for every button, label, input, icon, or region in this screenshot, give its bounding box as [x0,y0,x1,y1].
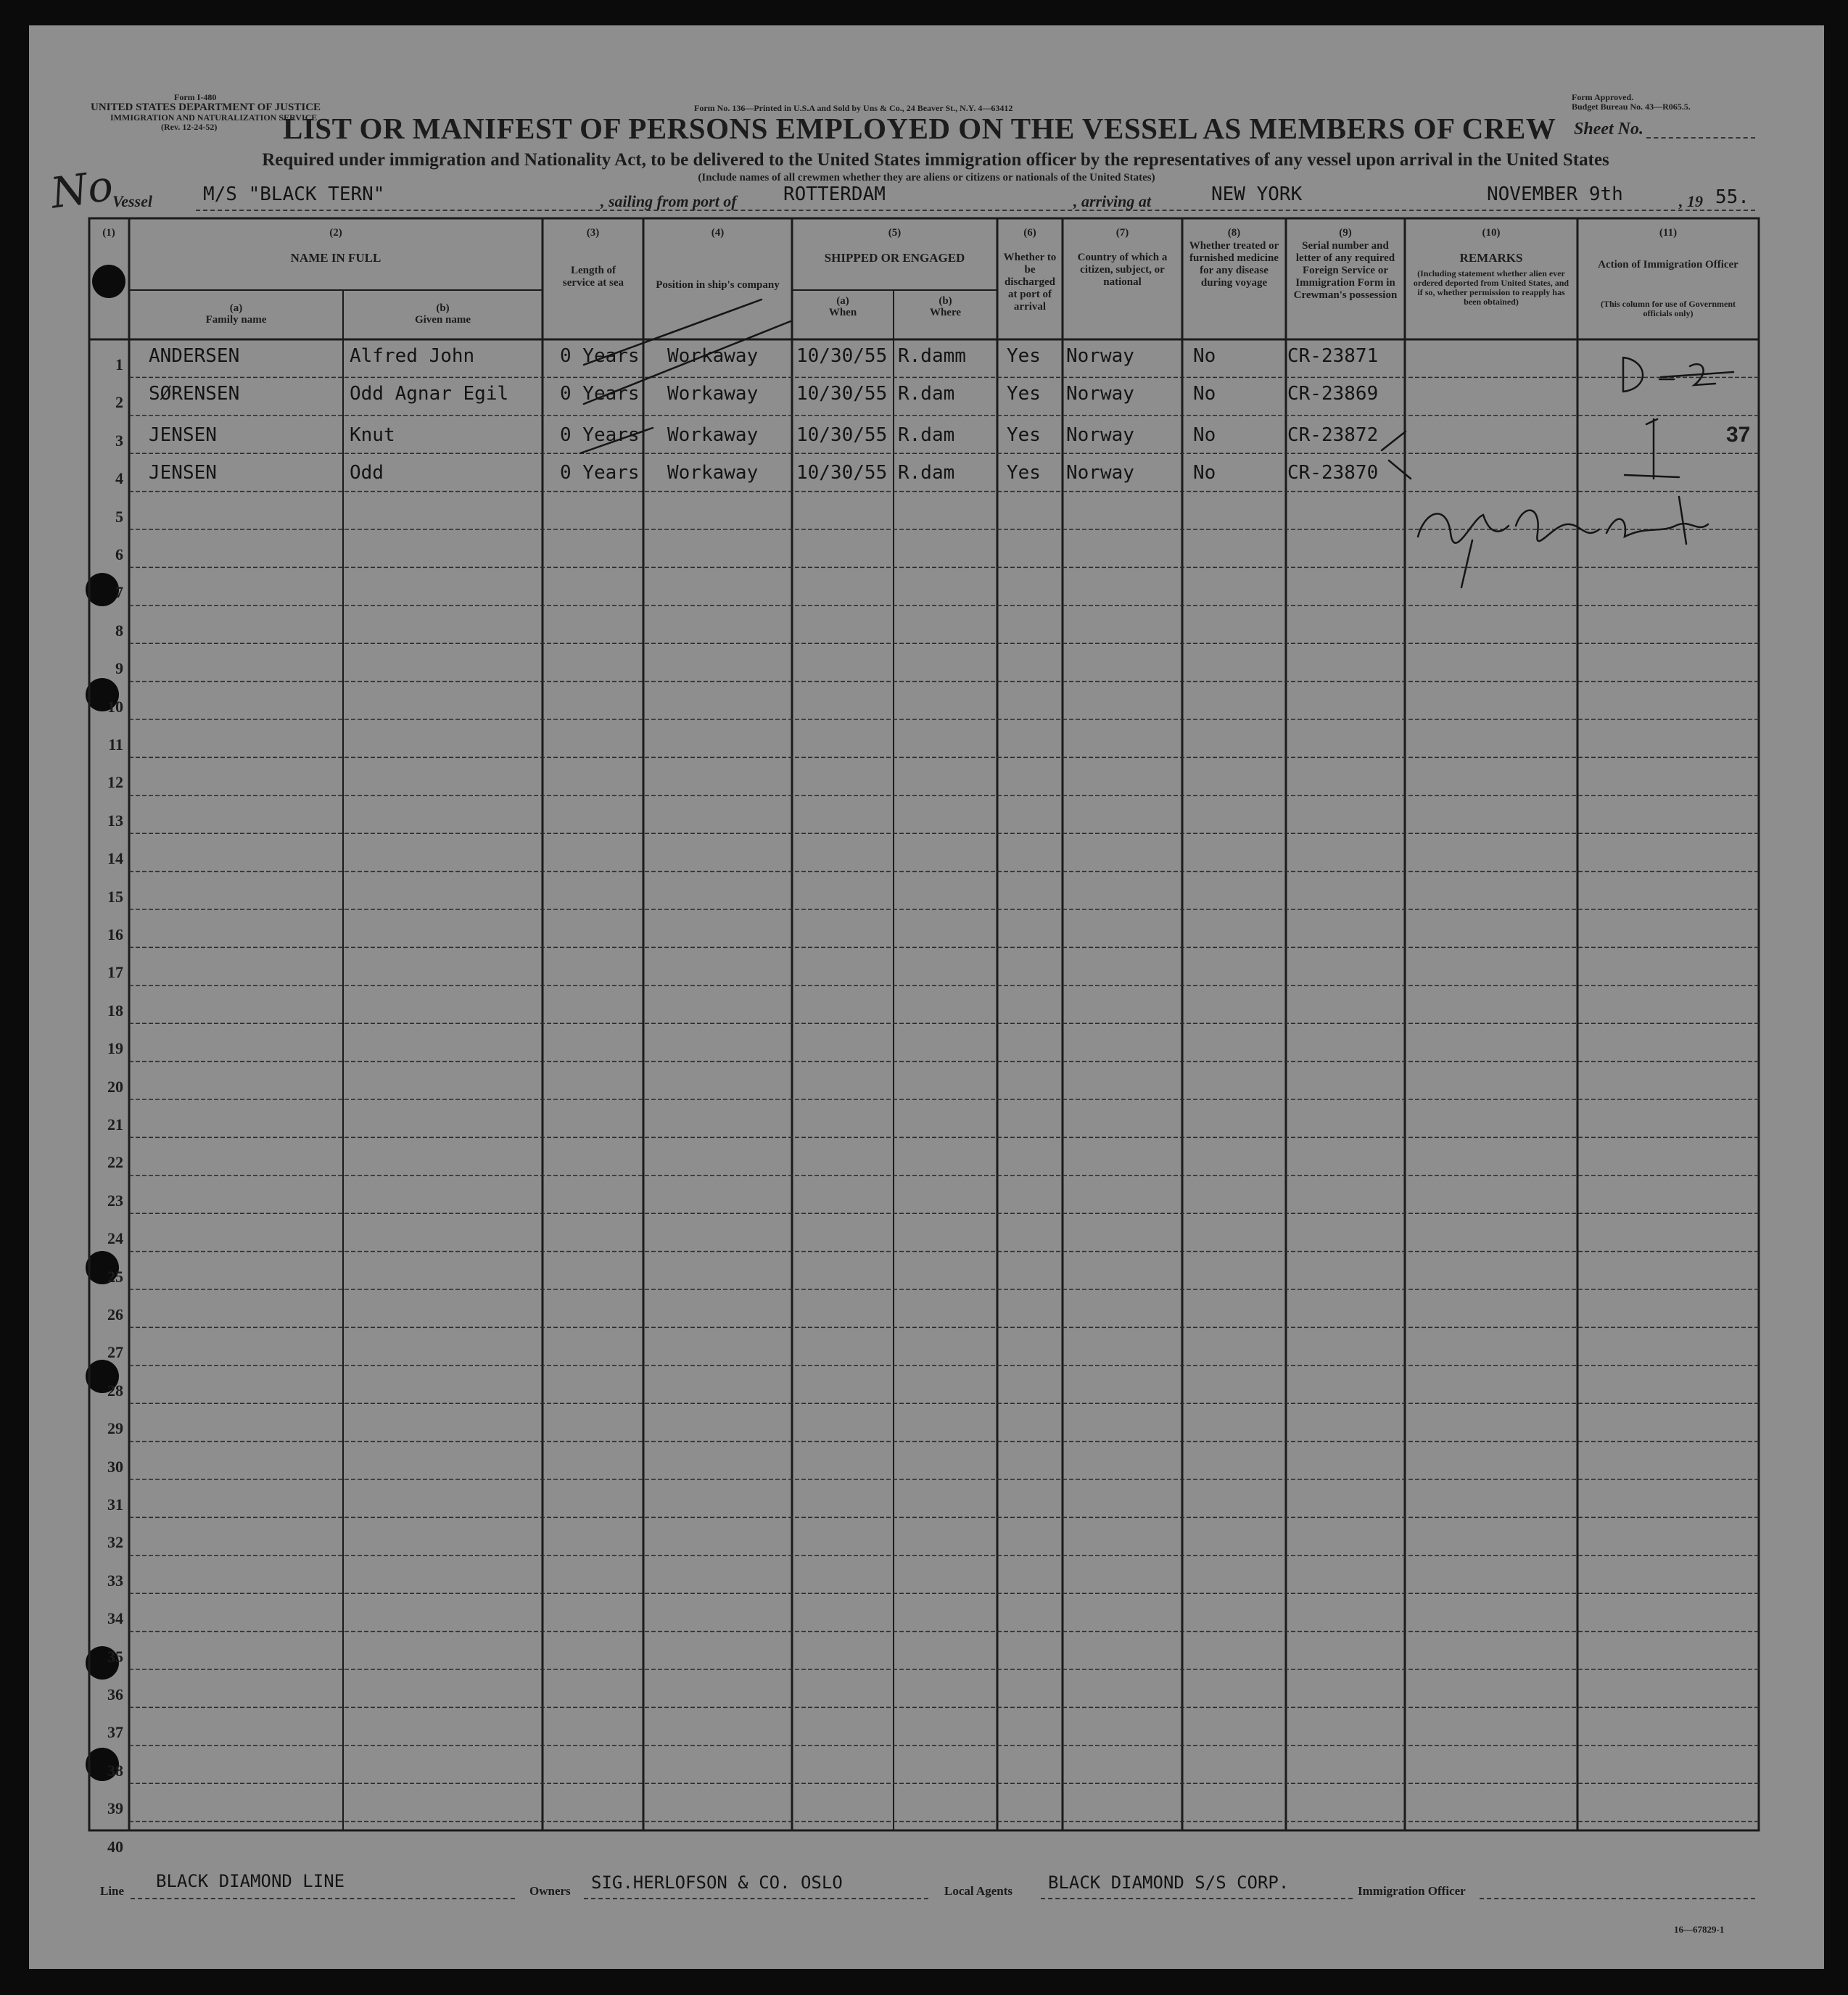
row-number: 5 [115,507,123,526]
revision: (Rev. 12-24-52) [161,122,218,132]
row-number: 33 [107,1571,123,1590]
col4-number: (4) [711,227,725,239]
vessel-label: Vessel [112,192,152,210]
sheet-label: Sheet No. [1574,120,1643,139]
crew-note: (Include names of all crewmen whether they are aliens or citizens or nationals of the United States) [698,172,1155,183]
crew-where-cell: R.damm [898,345,966,367]
crew-medicine-cell: No [1193,345,1216,367]
department: UNITED STATES DEPARTMENT OF JUSTICE [91,102,321,113]
col1-number: (1) [102,227,115,239]
col7-number: (7) [1115,227,1129,239]
crew-family-cell: SØRENSEN [149,383,240,405]
crew-country-cell: Norway [1066,424,1134,446]
crew-position-cell: Workaway [667,424,759,446]
row-number: 37 [107,1723,123,1742]
crew-given-cell: Alfred John [350,345,475,367]
col3-header: Length of service at sea [562,265,624,289]
crew-when-cell: 10/30/55 [796,424,888,446]
arrival-port: NEW YORK [1211,183,1303,205]
row-number: 2 [115,393,123,412]
crew-serial-cell: CR-23870 [1287,462,1379,484]
col9-number: (9) [1339,227,1352,239]
row-number: 26 [107,1305,123,1323]
officer-label: Immigration Officer [1358,1884,1466,1898]
row-number: 13 [107,811,123,830]
col5-number: (5) [888,227,902,239]
owners-label: Owners [529,1884,571,1898]
printer-note: Form No. 136—Printed in U.S.A and Sold by Uns & Co., 24 Beaver St., N.Y. 4—63412 [694,103,1013,113]
row-number: 34 [107,1609,123,1628]
margin-mark: No [47,160,116,218]
col5a-header: When [828,307,857,318]
row-number: 40 [107,1837,123,1856]
col11-note: (This column for use of Government officials only) [1600,299,1736,318]
col10-number: (10) [1482,227,1501,239]
row-number: 10 [107,697,123,716]
line-name: BLACK DIAMOND LINE [156,1871,345,1891]
col5b-header: Where [929,307,962,318]
col8-header: Whether treated or furnished medicine for any disease during voyage [1189,240,1279,289]
col4-header: Position in ship's company [656,279,780,291]
row-number: 38 [107,1761,123,1780]
row-number: 39 [107,1799,123,1818]
crew-when-cell: 10/30/55 [796,462,888,484]
margin-number: 37 [1726,423,1751,447]
row-number: 30 [107,1457,123,1476]
crew-when-cell: 10/30/55 [796,383,888,405]
col6-number: (6) [1023,227,1036,239]
crew-where-cell: R.dam [898,383,955,405]
sailing-label: , sailing from port of [601,192,737,210]
col5-header: SHIPPED OR ENGAGED [824,251,965,265]
arriving-label: , arriving at [1073,192,1151,210]
year-prefix: , 19 [1679,192,1703,210]
crew-where-cell: R.dam [898,462,955,484]
crew-given-cell: Odd [350,462,384,484]
crew-given-cell: Knut [350,424,395,446]
row-number: 12 [107,773,123,792]
form-number: Form I-480 [174,92,217,102]
col2b-number: (b) [436,302,450,314]
crew-family-cell: ANDERSEN [149,345,240,367]
arrival-date: NOVEMBER 9th [1487,183,1623,205]
line-label: Line [100,1884,125,1898]
row-number: 19 [107,1039,123,1058]
crew-serial-cell: CR-23871 [1287,345,1379,367]
line-underline [131,1896,515,1899]
col7-header: Country of which a citizen, subject, or national [1077,252,1168,288]
crew-when-cell: 10/30/55 [796,345,888,367]
col2-header: NAME IN FULL [290,251,381,265]
crew-medicine-cell: No [1193,383,1216,405]
subtitle: Required under immigration and Nationality Act, to be delivered to the United States immigration officer by the representatives of any vessel upon arrival in the United States [262,150,1609,170]
page-title: LIST OR MANIFEST OF PERSONS EMPLOYED ON THE VESSEL AS MEMBERS OF CREW [283,112,1556,145]
col6-header: Whether to be discharged at port of arrival [1003,252,1057,313]
crew-medicine-cell: No [1193,424,1216,446]
col2a-number: (a) [229,302,243,314]
crew-country-cell: Norway [1066,462,1134,484]
row-number: 25 [107,1267,123,1286]
crew-family-cell: JENSEN [149,424,217,446]
crew-country-cell: Norway [1066,383,1134,405]
crew-given-cell: Odd Agnar Egil [350,383,509,405]
col10-header: REMARKS [1459,251,1523,265]
vessel-name: M/S "BLACK TERN" [203,183,385,205]
agents-underline [1041,1896,1353,1899]
crew-position-cell: Workaway [667,345,759,367]
row-number: 3 [115,431,123,450]
agents-name: BLACK DIAMOND S/S CORP. [1048,1872,1290,1893]
crew-discharged-cell: Yes [1007,424,1041,446]
row-number: 1 [115,355,123,373]
crew-serial-cell: CR-23869 [1287,383,1379,405]
col10-note: (Including statement whether alien ever ordered deported from United States, and if so, whether permission to reapply has been obtained) [1413,268,1569,307]
owners-name: SIG.HERLOFSON & CO. OSLO [591,1872,843,1893]
col2-number: (2) [329,227,342,239]
col11-header: Action of Immigration Officer [1598,259,1738,270]
manifest-sheet [29,25,1824,1969]
row-number: 36 [107,1685,123,1703]
row-number: 6 [115,545,123,563]
crew-discharged-cell: Yes [1007,383,1041,405]
service: IMMIGRATION AND NATURALIZATION SERVICE [110,112,318,123]
crew-service-cell: 0 Years [560,345,640,367]
row-number: 20 [107,1077,123,1096]
crew-position-cell: Workaway [667,383,759,405]
col11-number: (11) [1659,227,1678,239]
col5a-number: (a) [836,295,849,307]
row-number: 18 [107,1001,123,1020]
row-number: 21 [107,1115,123,1133]
row-number: 9 [115,659,123,678]
row-number: 23 [107,1191,123,1210]
row-number: 15 [107,887,123,906]
col5b-number: (b) [939,295,952,307]
row-number: 24 [107,1229,123,1248]
crew-service-cell: 0 Years [560,424,640,446]
row-number: 7 [115,583,123,602]
row-number: 4 [115,469,123,488]
row-number: 17 [107,963,123,982]
row-number: 16 [107,925,123,943]
owners-underline [584,1896,928,1899]
form-approved: Form Approved. [1572,92,1634,102]
crew-position-cell: Workaway [667,462,759,484]
row-number: 29 [107,1419,123,1438]
col8-number: (8) [1227,227,1241,239]
arrival-year: 55. [1715,186,1749,208]
row-number: 11 [108,735,123,753]
row-number: 35 [107,1647,123,1666]
row-number: 8 [115,621,123,640]
crew-medicine-cell: No [1193,462,1216,484]
row-number: 31 [107,1495,123,1513]
col9-header: Serial number and letter of any required Foreign Service or Immigration Form in Crewman's possession [1293,240,1398,301]
col2b-header: Given name [414,314,471,326]
crew-service-cell: 0 Years [560,383,640,405]
row-number: 28 [107,1381,123,1400]
row-number: 22 [107,1153,123,1172]
crew-serial-cell: CR-23872 [1287,424,1379,446]
col3-number: (3) [586,227,600,239]
agents-label: Local Agents [944,1884,1012,1898]
print-code: 16—67829-1 [1674,1924,1725,1935]
row-number: 32 [107,1533,123,1552]
crew-family-cell: JENSEN [149,462,217,484]
row-number: 27 [107,1343,123,1362]
budget-bureau: Budget Bureau No. 43—R065.5. [1572,102,1691,112]
row-number: 14 [107,849,123,868]
officer-underline [1480,1896,1755,1899]
col2a-header: Family name [205,314,267,326]
departure-port: ROTTERDAM [783,183,886,205]
crew-country-cell: Norway [1066,345,1134,367]
crew-discharged-cell: Yes [1007,462,1041,484]
crew-where-cell: R.dam [898,424,955,446]
crew-service-cell: 0 Years [560,462,640,484]
crew-discharged-cell: Yes [1007,345,1041,367]
